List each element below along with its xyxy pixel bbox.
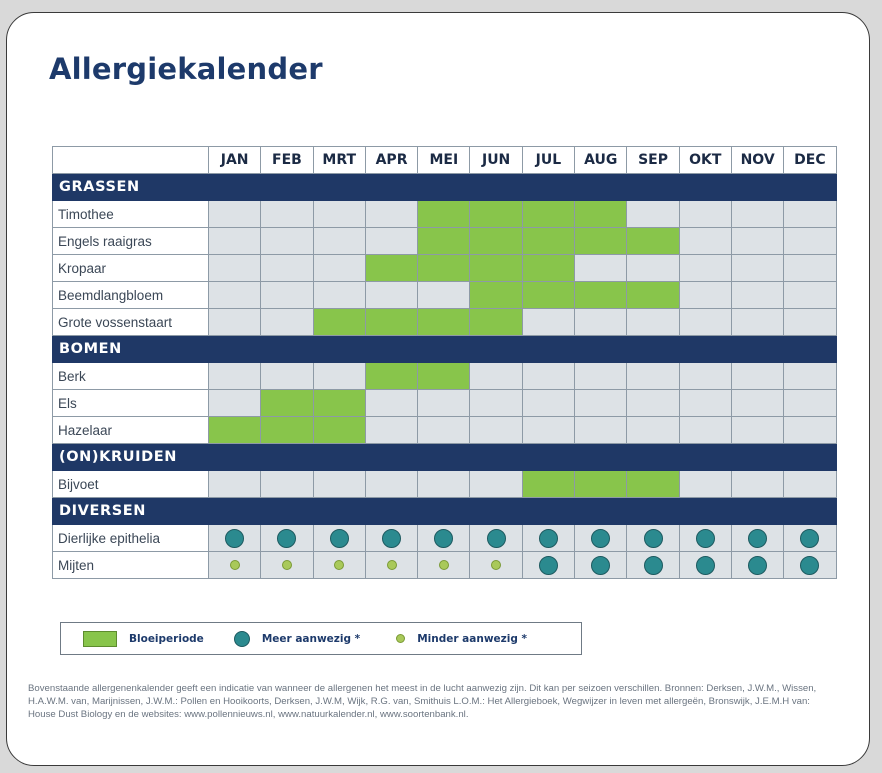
bloom-cell: [575, 471, 627, 498]
bloom-cell: [522, 282, 574, 309]
month-header-row: [53, 147, 837, 174]
category-band-cell: [418, 498, 470, 525]
category-band-cell: [261, 336, 313, 363]
more-present-dot-icon: [800, 556, 819, 575]
bloom-cell: [522, 228, 574, 255]
category-band-cell: [470, 174, 522, 201]
less-present-dot-icon: [491, 560, 501, 570]
bloom-cell: [470, 228, 522, 255]
month-cell: [627, 309, 679, 336]
bloom-cell: [522, 471, 574, 498]
category-band-cell: [261, 498, 313, 525]
legend-bloom-label: Bloeiperiode: [129, 632, 204, 645]
month-cell: [261, 255, 313, 282]
month-cell: [522, 390, 574, 417]
month-cell: [313, 471, 365, 498]
category-row: [53, 444, 837, 471]
allergen-row: [53, 201, 837, 228]
category-band-cell: [313, 498, 365, 525]
month-cell: [365, 552, 417, 579]
allergen-row: [53, 417, 837, 444]
header-corner: [53, 147, 209, 174]
sources-footnote: Bovenstaande allergenenkalender geeft een indicatie van wanneer de allergenen het meest in de lucht aanwezig zijn. Dit kan per seizoen verschillen. Bronnen: Derksen, J.W.M., Wissen, H.A.W.M. van, Marijnissen, J.W.M.: Pollen en Hooikoorts, Derksen, J.W.M, Wijk, R.G. van, Smithuis L.O.M.: Het Allergieboek, Wegwijzer in leven met allergeën, Bronswijk, J.E.M.H van: House Dust Biology en de websites: www.pollennieuws.nl, www.natuurkalender.nl, www.soortenbank.nl.: [28, 683, 817, 721]
less-present-dot-icon: [334, 560, 344, 570]
allergen-name: Mijten: [53, 552, 209, 579]
month-cell: [365, 201, 417, 228]
month-cell: [679, 417, 731, 444]
category-band-cell: [313, 174, 365, 201]
category-label: GRASSEN: [53, 174, 209, 201]
month-cell: [261, 471, 313, 498]
month-cell: [784, 525, 836, 552]
allergen-name: Kropaar: [53, 255, 209, 282]
month-cell: [261, 228, 313, 255]
category-band-cell: [679, 498, 731, 525]
month-header: JUL: [522, 147, 574, 174]
month-cell: [470, 390, 522, 417]
month-cell: [261, 552, 313, 579]
category-band-cell: [209, 444, 261, 471]
bloom-cell: [365, 363, 417, 390]
month-cell: [365, 525, 417, 552]
category-band-cell: [731, 498, 783, 525]
month-cell: [731, 309, 783, 336]
month-cell: [679, 525, 731, 552]
month-cell: [679, 309, 731, 336]
allergen-row: [53, 309, 837, 336]
month-cell: [731, 282, 783, 309]
category-band-cell: [209, 174, 261, 201]
category-band-cell: [522, 336, 574, 363]
category-band-cell: [627, 174, 679, 201]
category-band-cell: [418, 174, 470, 201]
more-present-dot-icon: [644, 556, 663, 575]
month-cell: [470, 417, 522, 444]
category-band-cell: [784, 444, 836, 471]
month-cell: [784, 417, 836, 444]
month-cell: [679, 255, 731, 282]
month-cell: [365, 417, 417, 444]
category-band-cell: [575, 498, 627, 525]
month-cell: [575, 390, 627, 417]
allergen-name: Timothee: [53, 201, 209, 228]
legend: [60, 622, 582, 655]
month-header: MRT: [313, 147, 365, 174]
month-cell: [209, 228, 261, 255]
month-cell: [784, 255, 836, 282]
month-cell: [627, 255, 679, 282]
category-label: (ON)KRUIDEN: [53, 444, 209, 471]
more-present-dot-icon: [539, 556, 558, 575]
more-present-dot-icon: [800, 529, 819, 548]
month-cell: [209, 525, 261, 552]
bloom-cell: [418, 228, 470, 255]
more-present-dot-icon: [330, 529, 349, 548]
month-cell: [575, 363, 627, 390]
month-cell: [679, 390, 731, 417]
bloom-cell: [627, 228, 679, 255]
legend-less-label: Minder aanwezig *: [417, 632, 528, 645]
month-cell: [731, 390, 783, 417]
month-header: MEI: [418, 147, 470, 174]
month-cell: [313, 552, 365, 579]
bloom-cell: [209, 417, 261, 444]
month-cell: [731, 525, 783, 552]
less-present-dot-icon: [230, 560, 240, 570]
month-cell: [575, 525, 627, 552]
month-cell: [731, 417, 783, 444]
category-band-cell: [784, 498, 836, 525]
more-present-dot-icon: [539, 529, 558, 548]
month-cell: [470, 552, 522, 579]
category-band-cell: [575, 174, 627, 201]
bloom-cell: [365, 309, 417, 336]
bloom-cell: [313, 390, 365, 417]
bloom-cell: [470, 282, 522, 309]
month-header: JUN: [470, 147, 522, 174]
month-cell: [784, 309, 836, 336]
category-band-cell: [365, 336, 417, 363]
month-cell: [784, 552, 836, 579]
month-cell: [209, 282, 261, 309]
bloom-cell: [627, 471, 679, 498]
bloom-cell: [418, 309, 470, 336]
bloom-cell: [313, 417, 365, 444]
month-cell: [627, 525, 679, 552]
calendar-body: [53, 174, 837, 579]
month-cell: [365, 282, 417, 309]
month-cell: [522, 309, 574, 336]
page-title: Allergiekalender: [49, 52, 323, 86]
month-header: OKT: [679, 147, 731, 174]
category-band-cell: [522, 174, 574, 201]
month-cell: [731, 228, 783, 255]
category-band-cell: [784, 174, 836, 201]
month-header: NOV: [731, 147, 783, 174]
category-band-cell: [365, 498, 417, 525]
month-cell: [313, 228, 365, 255]
month-cell: [679, 228, 731, 255]
bloom-cell: [575, 201, 627, 228]
less-present-dot-icon: [282, 560, 292, 570]
allergen-row: [53, 471, 837, 498]
less-present-dot-icon: [439, 560, 449, 570]
category-band-cell: [522, 498, 574, 525]
bloom-cell: [365, 255, 417, 282]
month-cell: [365, 471, 417, 498]
month-cell: [470, 525, 522, 552]
month-cell: [365, 390, 417, 417]
month-cell: [627, 552, 679, 579]
month-cell: [575, 552, 627, 579]
allergy-calendar-table: [52, 146, 837, 579]
category-band-cell: [470, 336, 522, 363]
more-present-dot-icon: [234, 631, 250, 647]
category-band-cell: [470, 444, 522, 471]
category-label: BOMEN: [53, 336, 209, 363]
month-header: FEB: [261, 147, 313, 174]
month-header: SEP: [627, 147, 679, 174]
more-present-dot-icon: [696, 556, 715, 575]
month-cell: [522, 525, 574, 552]
bloom-cell: [261, 417, 313, 444]
category-band-cell: [313, 444, 365, 471]
allergen-name: Dierlijke epithelia: [53, 525, 209, 552]
allergen-row: [53, 363, 837, 390]
allergen-name: Berk: [53, 363, 209, 390]
month-cell: [784, 282, 836, 309]
month-cell: [418, 390, 470, 417]
more-present-dot-icon: [748, 529, 767, 548]
month-header: APR: [365, 147, 417, 174]
month-cell: [313, 282, 365, 309]
allergen-name: Grote vossenstaart: [53, 309, 209, 336]
bloom-cell: [418, 201, 470, 228]
bloom-cell: [470, 201, 522, 228]
bloom-cell: [470, 255, 522, 282]
month-cell: [261, 282, 313, 309]
category-band-cell: [627, 444, 679, 471]
category-band-cell: [784, 336, 836, 363]
month-cell: [418, 525, 470, 552]
category-band-cell: [731, 336, 783, 363]
month-cell: [418, 282, 470, 309]
month-cell: [627, 201, 679, 228]
more-present-dot-icon: [225, 529, 244, 548]
bloom-swatch: [83, 631, 117, 647]
allergen-row: [53, 525, 837, 552]
category-row: [53, 174, 837, 201]
allergen-name: Beemdlangbloem: [53, 282, 209, 309]
bloom-cell: [522, 201, 574, 228]
month-cell: [209, 552, 261, 579]
month-cell: [731, 255, 783, 282]
bloom-cell: [522, 255, 574, 282]
bloom-cell: [418, 363, 470, 390]
month-cell: [784, 228, 836, 255]
month-cell: [209, 255, 261, 282]
bloom-cell: [575, 228, 627, 255]
allergen-name: Bijvoet: [53, 471, 209, 498]
more-present-dot-icon: [487, 529, 506, 548]
category-band-cell: [679, 174, 731, 201]
month-cell: [679, 471, 731, 498]
category-band-cell: [418, 336, 470, 363]
month-cell: [731, 471, 783, 498]
category-label: DIVERSEN: [53, 498, 209, 525]
month-cell: [261, 525, 313, 552]
bloom-cell: [261, 390, 313, 417]
more-present-dot-icon: [696, 529, 715, 548]
category-band-cell: [627, 498, 679, 525]
allergen-row: [53, 255, 837, 282]
month-cell: [418, 552, 470, 579]
category-band-cell: [470, 498, 522, 525]
month-cell: [731, 552, 783, 579]
more-present-dot-icon: [748, 556, 767, 575]
month-cell: [679, 201, 731, 228]
category-band-cell: [418, 444, 470, 471]
month-cell: [313, 363, 365, 390]
category-band-cell: [679, 444, 731, 471]
month-cell: [784, 363, 836, 390]
month-cell: [261, 309, 313, 336]
month-cell: [522, 417, 574, 444]
month-cell: [313, 255, 365, 282]
month-header: AUG: [575, 147, 627, 174]
month-cell: [575, 417, 627, 444]
category-row: [53, 336, 837, 363]
allergen-name: Engels raaigras: [53, 228, 209, 255]
bloom-cell: [418, 255, 470, 282]
allergen-name: Hazelaar: [53, 417, 209, 444]
category-band-cell: [575, 444, 627, 471]
category-band-cell: [209, 498, 261, 525]
month-cell: [470, 471, 522, 498]
month-cell: [679, 282, 731, 309]
month-cell: [627, 390, 679, 417]
category-band-cell: [575, 336, 627, 363]
month-cell: [261, 363, 313, 390]
month-cell: [731, 201, 783, 228]
month-cell: [679, 363, 731, 390]
month-cell: [627, 417, 679, 444]
more-present-dot-icon: [591, 529, 610, 548]
more-present-dot-icon: [434, 529, 453, 548]
month-header: DEC: [784, 147, 836, 174]
category-band-cell: [731, 444, 783, 471]
more-present-dot-icon: [591, 556, 610, 575]
bloom-cell: [575, 282, 627, 309]
allergen-row: [53, 282, 837, 309]
category-band-cell: [261, 174, 313, 201]
month-cell: [784, 201, 836, 228]
month-cell: [731, 363, 783, 390]
month-cell: [522, 363, 574, 390]
category-band-cell: [261, 444, 313, 471]
category-band-cell: [627, 336, 679, 363]
less-present-dot-icon: [396, 634, 405, 643]
category-band-cell: [679, 336, 731, 363]
month-cell: [209, 390, 261, 417]
month-cell: [261, 201, 313, 228]
category-band-cell: [209, 336, 261, 363]
bloom-cell: [313, 309, 365, 336]
month-cell: [470, 363, 522, 390]
more-present-dot-icon: [277, 529, 296, 548]
month-cell: [209, 471, 261, 498]
allergen-row: [53, 552, 837, 579]
month-cell: [418, 471, 470, 498]
month-cell: [784, 390, 836, 417]
month-cell: [418, 417, 470, 444]
month-cell: [575, 309, 627, 336]
category-band-cell: [731, 174, 783, 201]
more-present-dot-icon: [382, 529, 401, 548]
month-cell: [313, 201, 365, 228]
month-cell: [209, 363, 261, 390]
less-present-dot-icon: [387, 560, 397, 570]
bloom-cell: [470, 309, 522, 336]
allergen-row: [53, 390, 837, 417]
category-band-cell: [313, 336, 365, 363]
month-cell: [365, 228, 417, 255]
category-band-cell: [522, 444, 574, 471]
month-cell: [313, 525, 365, 552]
bloom-cell: [627, 282, 679, 309]
month-cell: [575, 255, 627, 282]
month-header: JAN: [209, 147, 261, 174]
month-cell: [209, 201, 261, 228]
month-cell: [627, 363, 679, 390]
category-band-cell: [365, 174, 417, 201]
month-cell: [522, 552, 574, 579]
category-row: [53, 498, 837, 525]
allergen-row: [53, 228, 837, 255]
month-cell: [679, 552, 731, 579]
category-band-cell: [365, 444, 417, 471]
allergen-name: Els: [53, 390, 209, 417]
more-present-dot-icon: [644, 529, 663, 548]
legend-more-label: Meer aanwezig *: [261, 632, 361, 645]
month-cell: [209, 309, 261, 336]
month-cell: [784, 471, 836, 498]
